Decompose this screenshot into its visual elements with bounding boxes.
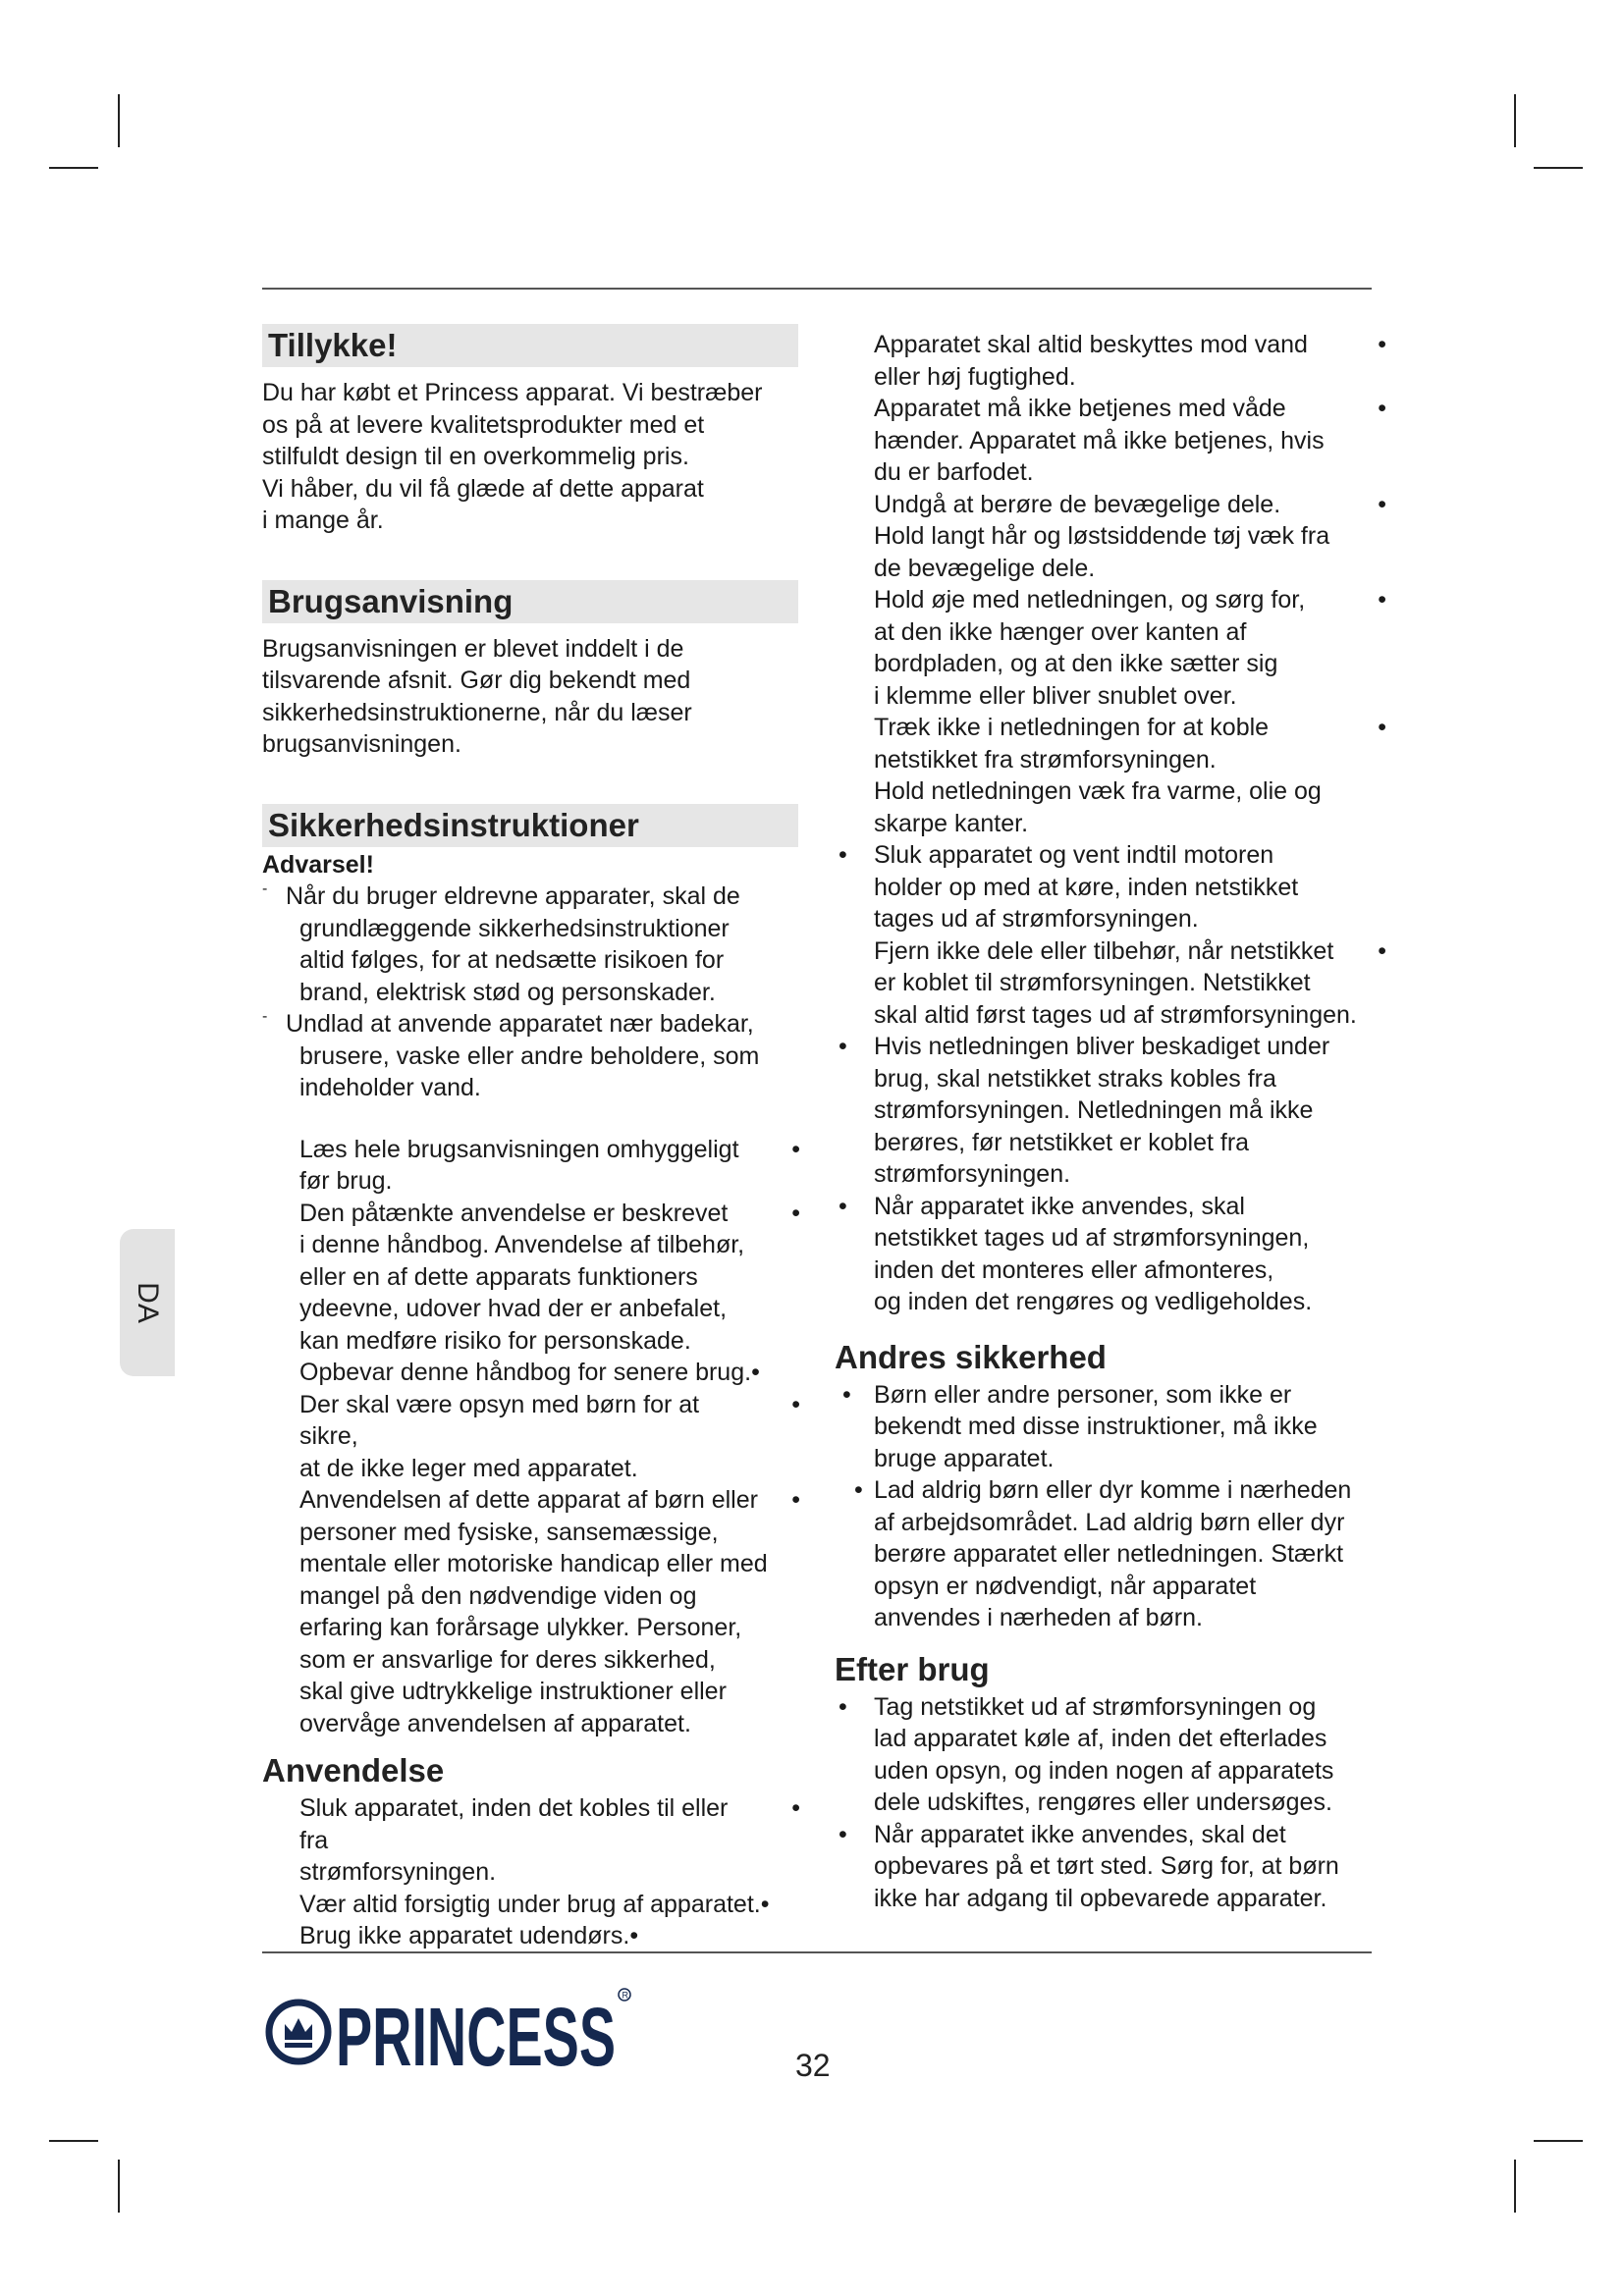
item-line: Lad aldrig børn eller dyr komme i nærheden	[874, 1476, 1352, 1504]
item-line: og inden det rengøres og vedligeholdes.	[874, 1288, 1313, 1315]
paragraph-line: tilsvarende afsnit. Gør dig bekendt med	[262, 667, 691, 694]
item-line: overvåge anvendelsen af apparatet.	[299, 1709, 691, 1737]
item-line: strømforsyningen.	[299, 1858, 497, 1886]
bullet-item: Hold øje med netledningen, og sørg for, • at den ikke hænger over kanten af bordpladen, og at den ikke sætter sig i klemme eller bliver snublet over.	[837, 584, 1386, 712]
item-line: inden det monteres eller afmonteres,	[874, 1255, 1274, 1284]
item-line: altid følges, for at nedsætte risikoen for	[299, 946, 725, 974]
item-line: uden opsyn, og inden nogen af apparatets	[874, 1756, 1334, 1785]
item-line: Vær altid forsigtig under brug af apparatet.	[299, 1890, 761, 1918]
bullet-item: • Sluk apparatet og vent indtil motoren holder op med at køre, inden netstikket tages ud af strømforsyningen.	[837, 839, 1386, 935]
item-line: Sluk apparatet og vent indtil motoren	[874, 841, 1274, 869]
item-line: skal give udtrykkelige instruktioner eller	[299, 1678, 727, 1705]
item-line: Fjern ikke dele eller tilbehør, når netstikket	[874, 936, 1334, 965]
item-line: Brug ikke apparatet udendørs.	[299, 1922, 630, 1949]
bullet-item: Anvendelsen af dette apparat af børn eller • personer med fysiske, sansemæssige, mentale eller motoriske handicap eller med mangel på den nødvendige viden og erfaring kan forårsage ulykker. Personer, som er ansvarlige for deres sikkerhed, skal give udtrykkelige instruktioner eller overvåge anvendelsen af apparatet.	[262, 1484, 800, 1739]
bullet-item: Opbevar denne håndbog for senere brug.•	[299, 1359, 760, 1386]
crop-mark	[1514, 94, 1516, 147]
bullet-item: Den påtænkte anvendelse er beskrevet • i denne håndbog. Anvendelse af tilbehør, eller en af dette apparats funktioners ydeevne, udover hvad der er anbefalet, kan medføre risiko for personskade.	[262, 1198, 800, 1358]
item-line: mangel på den nødvendige viden og	[299, 1581, 697, 1610]
paragraph-line: Brugsanvisningen er blevet inddelt i de	[262, 634, 684, 663]
crop-mark	[118, 2160, 120, 2213]
bullet-item: • Hvis netledningen bliver beskadiget under brug, skal netstikket straks kobles fra strømforsyningen. Netledningen må ikke berøres, før netstikket er koblet fra strømforsyningen.	[837, 1031, 1386, 1191]
crop-mark	[49, 2140, 98, 2142]
item-line: Hold langt hår og løstsiddende tøj væk fra	[874, 522, 1330, 550]
section-heading: Anvendelse	[262, 1752, 445, 1789]
language-tab-label: DA	[132, 1282, 164, 1323]
item-line: Sluk apparatet, inden det kobles til eller fra	[299, 1794, 729, 1854]
item-line: Træk ikke i netledningen for at koble	[874, 714, 1270, 741]
item-line: af arbejdsområdet. Lad aldrig børn eller dyr	[874, 1508, 1345, 1536]
princess-logo	[259, 1983, 632, 2081]
paragraph-line: sikkerhedsinstruktionerne, når du læser	[262, 698, 692, 726]
crop-mark	[118, 94, 120, 147]
item-line: Apparatet må ikke betjenes med våde	[874, 395, 1286, 422]
item-line: lad apparatet køle af, inden det efterlades	[874, 1725, 1327, 1752]
logo-wordmark: PRINCESS	[336, 1991, 616, 2081]
section-heading: Sikkerhedsinstruktioner	[268, 806, 639, 843]
item-line: bordpladen, og at den ikke sætter sig	[874, 650, 1278, 677]
item-line: opsyn er nødvendigt, når apparatet	[874, 1572, 1257, 1600]
section-heading: Tillykke!	[268, 327, 398, 363]
section-heading: Efter brug	[835, 1650, 990, 1687]
item-line: at de ikke leger med apparatet.	[299, 1454, 638, 1482]
dash-item: - Når du bruger eldrevne apparater, skal de grundlæggende sikkerhedsinstruktioner altid følges, for at nedsætte risikoen for brand, elektrisk stød og personskader.	[262, 881, 800, 1008]
item-line: i klemme eller bliver snublet over.	[874, 681, 1237, 710]
bullet-item: Fjern ikke dele eller tilbehør, når netstikket • er koblet til strømforsyningen. Netstikket skal altid først tages ud af strømforsyningen.	[837, 935, 1386, 1032]
item-line: hænder. Apparatet må ikke betjenes, hvis	[874, 426, 1325, 454]
item-line: Apparatet skal altid beskyttes mod vand	[874, 331, 1308, 358]
item-line: Når apparatet ikke anvendes, skal	[874, 1192, 1245, 1220]
bullet-item: • Når apparatet ikke anvendes, skal det opbevares på et tørt sted. Sørg for, at børn ikke har adgang til opbevarede apparater.	[837, 1819, 1386, 1915]
item-line: netstikket tages ud af strømforsyningen,	[874, 1224, 1310, 1252]
bullet-item: Træk ikke i netledningen for at koble • netstikket fra strømforsyningen.	[837, 712, 1386, 775]
bullet-item: Undgå at berøre de bevægelige dele. • Hold langt hår og løstsiddende tøj væk fra de bevægelige dele.	[837, 489, 1386, 585]
item-line: mentale eller motoriske handicap eller med	[299, 1550, 768, 1577]
item-line: bruge apparatet.	[874, 1444, 1055, 1472]
bullet-item: Brug ikke apparatet udendørs.•	[299, 1922, 639, 1949]
bullet-item: Der skal være opsyn med børn for at sikre, • at de ikke leger med apparatet.	[262, 1389, 800, 1485]
item-line: før brug.	[299, 1167, 393, 1195]
item-line: Hold netledningen væk fra varme, olie og	[874, 777, 1322, 805]
bullet-item: Apparatet skal altid beskyttes mod vand • eller høj fugtighed.	[837, 329, 1386, 393]
crown-emblem-icon	[269, 2002, 328, 2061]
section-heading-box	[262, 804, 798, 847]
item-line: Når du bruger eldrevne apparater, skal de	[286, 882, 740, 910]
language-tab	[120, 1229, 175, 1376]
item-line: personer med fysiske, sansemæssige,	[299, 1518, 719, 1546]
item-line: Læs hele brugsanvisningen omhyggeligt	[299, 1135, 739, 1163]
item-line: bekendt med disse instruktioner, må ikke	[874, 1413, 1318, 1440]
item-line: opbevares på et tørt sted. Sørg for, at børn	[874, 1852, 1339, 1880]
bullet-item: Sluk apparatet, inden det kobles til eller fra • strømforsyningen.	[262, 1792, 800, 1889]
item-line: strømforsyningen. Netledningen må ikke	[874, 1096, 1314, 1124]
item-line: anvendes i nærheden af børn.	[874, 1604, 1203, 1631]
item-line: berøres, før netstikket er koblet fra	[874, 1128, 1250, 1156]
item-line: Når apparatet ikke anvendes, skal det	[874, 1820, 1286, 1848]
crop-mark	[49, 167, 98, 169]
item-line: strømforsyningen.	[874, 1160, 1071, 1188]
paragraph-line: Vi håber, du vil få glæde af dette apparat	[262, 474, 704, 503]
item-line: skarpe kanter.	[874, 809, 1029, 837]
right-column	[837, 329, 1386, 1914]
item-line: brusere, vaske eller andre beholdere, som	[299, 1041, 760, 1070]
page-number: 32	[795, 2048, 831, 2083]
item-line: brand, elektrisk stød og personskader.	[299, 978, 716, 1006]
bullet-item: • Børn eller andre personer, som ikke er bekendt med disse instruktioner, må ikke bruge apparatet.	[837, 1379, 1386, 1475]
item-line: ydeevne, udover hvad der er anbefalet,	[299, 1295, 728, 1322]
paragraph-line: brugsanvisningen.	[262, 730, 461, 758]
item-line: som er ansvarlige for deres sikkerhed,	[299, 1645, 716, 1674]
section-heading: Andres sikkerhed	[835, 1338, 1107, 1375]
section-heading-box	[262, 580, 798, 623]
item-line: Undgå at berøre de bevægelige dele.	[874, 490, 1281, 518]
warning-label: Advarsel!	[262, 850, 374, 879]
item-line: brug, skal netstikket straks kobles fra	[874, 1064, 1276, 1093]
item-line: Den påtænkte anvendelse er beskrevet	[299, 1199, 729, 1227]
item-line: tages ud af strømforsyningen.	[874, 905, 1199, 933]
item-line: netstikket fra strømforsyningen.	[874, 745, 1217, 774]
item-line: Hvis netledningen bliver beskadiget under	[874, 1033, 1330, 1060]
item-line: at den ikke hænger over kanten af	[874, 617, 1247, 646]
bullet-item: Vær altid forsigtig under brug af apparatet.•	[299, 1890, 770, 1918]
item-line: grundlæggende sikkerhedsinstruktioner	[299, 914, 730, 942]
paragraph-line: stilfuldt design til en overkommelig pris.	[262, 443, 689, 470]
left-column	[262, 324, 800, 1952]
bullet-item: • Lad aldrig børn eller dyr komme i nærheden af arbejdsområdet. Lad aldrig børn eller dyr berøre apparatet eller netledningen. Stærkt opsyn er nødvendigt, når apparatet anvendes i nærheden af børn.	[837, 1474, 1386, 1634]
item-line: Hold øje med netledningen, og sørg for,	[874, 586, 1306, 614]
item-line: eller en af dette apparats funktioners	[299, 1262, 698, 1291]
item-line: Børn eller andre personer, som ikke er	[874, 1380, 1292, 1409]
item-line: Opbevar denne håndbog for senere brug.	[299, 1359, 752, 1386]
item-line: dele udskiftes, rengøres eller undersøges.	[874, 1789, 1332, 1816]
paragraph-line: Du har købt et Princess apparat. Vi bestræber	[262, 379, 763, 406]
bullet-item: • Tag netstikket ud af strømforsyningen og lad apparatet køle af, inden det efterlades uden opsyn, og inden nogen af apparatets dele udskiftes, rengøres eller undersøges.	[837, 1691, 1386, 1819]
item-line: Der skal være opsyn med børn for at sikre,	[299, 1390, 700, 1450]
item-line: er koblet til strømforsyningen. Netstikket	[874, 969, 1311, 996]
item-line: Tag netstikket ud af strømforsyningen og	[874, 1692, 1317, 1721]
bullet-item: • Når apparatet ikke anvendes, skal netstikket tages ud af strømforsyningen, inden det monteres eller afmonteres, og inden det rengøres og vedligeholdes.	[837, 1191, 1386, 1318]
item-line: berøre apparatet eller netledningen. Stærkt	[874, 1540, 1344, 1568]
item-line: skal altid først tages ud af strømforsyningen.	[874, 1000, 1357, 1029]
bullet-item: Apparatet må ikke betjenes med våde • hænder. Apparatet må ikke betjenes, hvis du er barfodet.	[837, 393, 1386, 489]
top-rule	[262, 288, 1372, 290]
paragraph-line: i mange år.	[262, 507, 384, 534]
item-line: holder op med at køre, inden netstikket	[874, 873, 1299, 901]
item-line: erfaring kan forårsage ulykker. Personer,	[299, 1614, 742, 1641]
bullet-item	[837, 775, 1386, 839]
bullet-item: Læs hele brugsanvisningen omhyggeligt • før brug.	[262, 1134, 800, 1198]
item-line: eller høj fugtighed.	[874, 362, 1076, 391]
item-line: kan medføre risiko for personskade.	[299, 1326, 691, 1355]
crop-mark	[1514, 2160, 1516, 2213]
item-line: i denne håndbog. Anvendelse af tilbehør,	[299, 1231, 745, 1258]
item-line: Anvendelsen af dette apparat af børn eller	[299, 1486, 758, 1514]
item-line: ikke har adgang til opbevarede apparater.	[874, 1884, 1327, 1912]
svg-text:R: R	[622, 1990, 628, 2001]
section-heading: Brugsanvisning	[268, 582, 514, 619]
item-line: de bevægelige dele.	[874, 554, 1096, 582]
section-heading-box	[262, 324, 798, 367]
dash-item: - Undlad at anvende apparatet nær badekar, brusere, vaske eller andre beholdere, som indeholder vand.	[262, 1008, 800, 1104]
crop-mark	[1534, 167, 1583, 169]
item-line: du er barfodet.	[874, 458, 1034, 486]
crop-mark	[1534, 2140, 1583, 2142]
item-line: Undlad at anvende apparatet nær badekar,	[286, 1010, 754, 1038]
paragraph-line: os på at levere kvalitetsprodukter med et	[262, 410, 705, 439]
item-line: indeholder vand.	[299, 1074, 481, 1101]
